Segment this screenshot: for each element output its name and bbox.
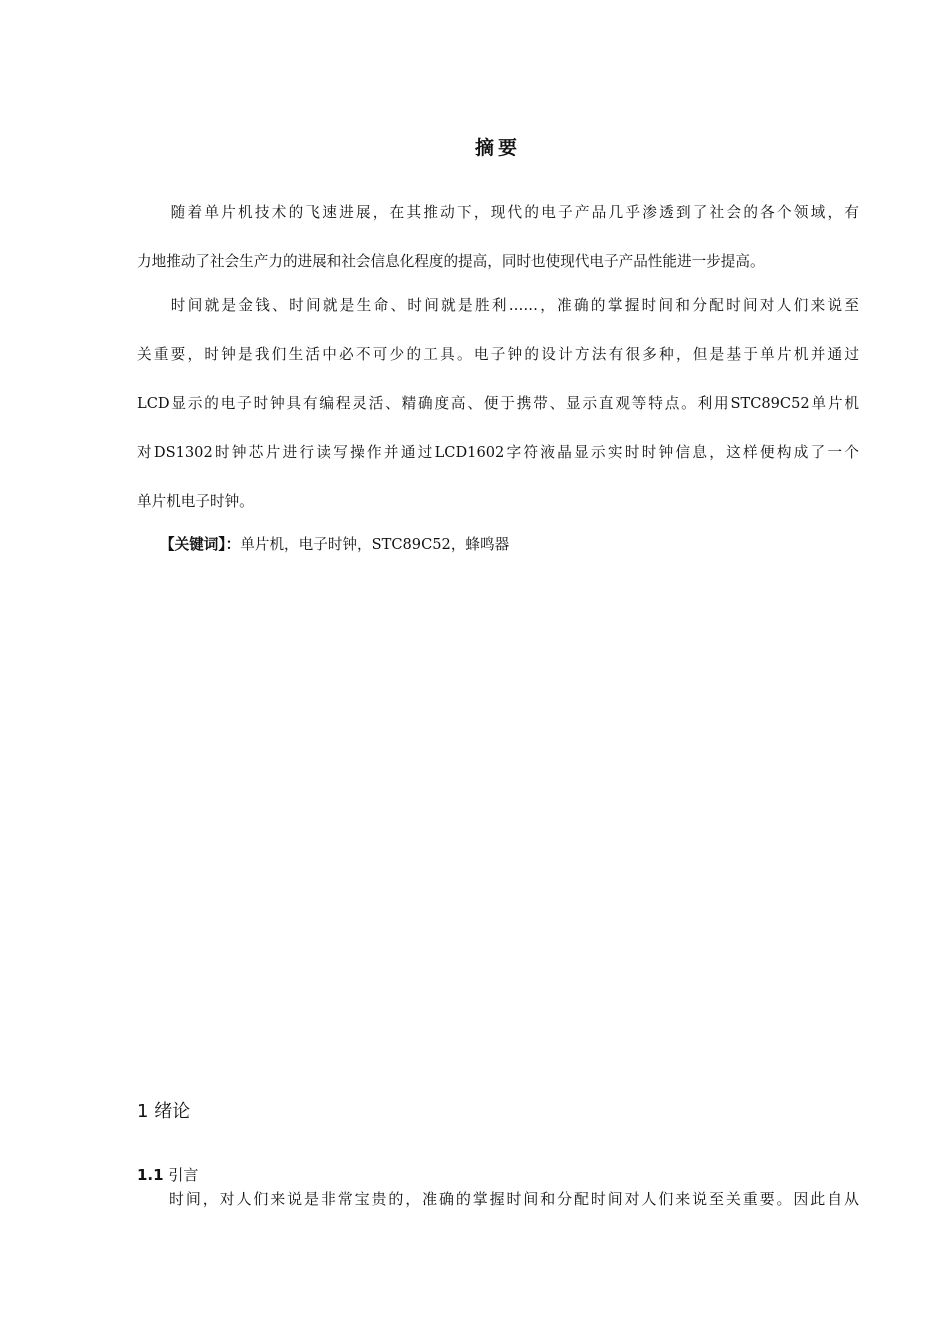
abstract-paragraph-2-line-4: 对DS1302时钟芯片进行读写操作并通过LCD1602字符液晶显示实时时钟信息，这样便构成了一个	[137, 444, 859, 461]
abstract-paragraph-1-line-1: 随着单片机技术的飞速进展，在其推动下，现代的电子产品几乎渗透到了社会的各个领域，有	[137, 204, 859, 221]
section-heading	[137, 1164, 198, 1185]
keywords-line	[160, 533, 509, 554]
section-number: 1.1	[137, 1166, 164, 1184]
abstract-paragraph-2-line-5: 单片机电子时钟。	[137, 493, 254, 510]
chapter-heading	[137, 1097, 190, 1123]
chapter-title: 绪论	[154, 1101, 191, 1122]
section-title: 引言	[168, 1166, 199, 1184]
abstract-paragraph-2-line-3: LCD显示的电子时钟具有编程灵活、精确度高、便于携带、显示直观等特点。利用STC89C52单片机	[137, 395, 859, 412]
abstract-paragraph-2-line-2: 关重要，时钟是我们生活中必不可少的工具。电子钟的设计方法有很多种，但是基于单片机并通过	[137, 346, 859, 363]
abstract-paragraph-1-line-2: 力地推动了社会生产力的进展和社会信息化程度的提高，同时也使现代电子产品性能进一步提高。	[137, 253, 765, 270]
keywords-label: 【关键词】：	[160, 536, 241, 553]
keywords-value: 单片机，电子时钟，STC89C52，蜂鸣器	[240, 536, 510, 553]
abstract-paragraph-2-line-1: 时间就是金钱、时间就是生命、时间就是胜利……，准确的掌握时间和分配时间对人们来说至	[137, 297, 859, 314]
chapter-number: 1	[137, 1101, 149, 1122]
abstract-title: 摘要	[474, 137, 521, 159]
introduction-paragraph-line-1: 时间，对人们来说是非常宝贵的，准确的掌握时间和分配时间对人们来说至关重要。因此自从	[169, 1190, 859, 1208]
